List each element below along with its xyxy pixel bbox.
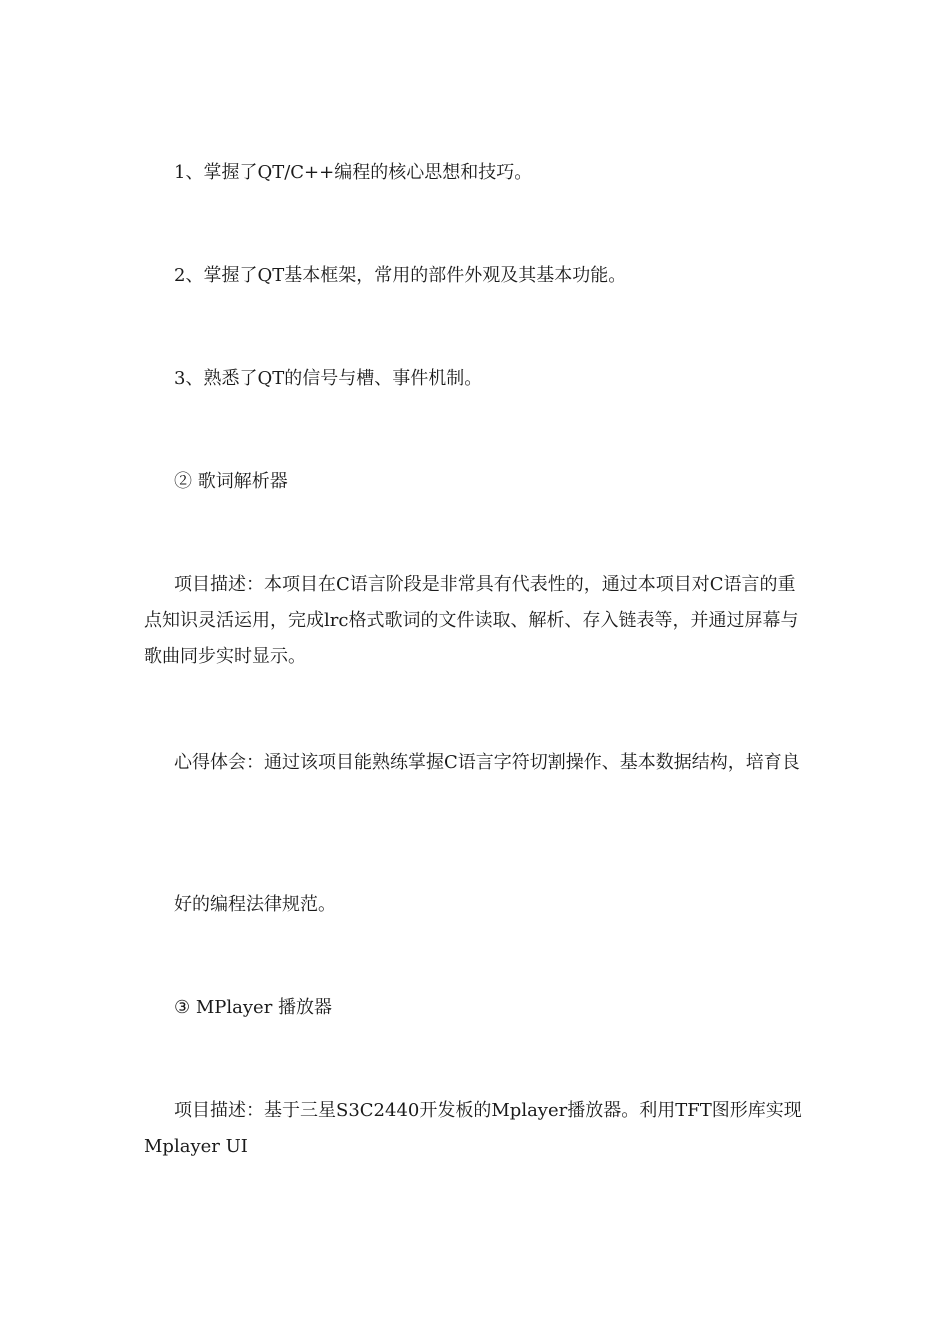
project-heading-mplayer: ③ MPlayer 播放器: [174, 997, 333, 1018]
project-description-lyrics-parser: 项目描述：本项目在C语言阶段是非常具有代表性的，通过本项目对C语言的重点知识灵活运用，完成lrc格式歌词的文件读取、解析、存入链表等，并通过屏幕与歌曲同步实时显示。: [144, 574, 799, 667]
summary-item-3: 3、熟悉了QT的信号与槽、事件机制。: [174, 368, 483, 389]
project-reflection-continued: 好的编程法律规范。: [174, 894, 336, 915]
project-heading-lyrics-parser: ② 歌词解析器: [174, 471, 288, 492]
project-reflection-lyrics-parser: 心得体会：通过该项目能熟练掌握C语言字符切割操作、基本数据结构，培育良: [174, 752, 800, 773]
summary-item-2: 2、掌握了QT基本框架，常用的部件外观及其基本功能。: [174, 265, 627, 286]
summary-item-1: 1、掌握了QT/C++编程的核心思想和技巧。: [174, 162, 533, 183]
project-description-mplayer: 项目描述：基于三星S3C2440开发板的Mplayer播放器。利用TFT图形库实现Mplayer UI: [144, 1100, 802, 1157]
